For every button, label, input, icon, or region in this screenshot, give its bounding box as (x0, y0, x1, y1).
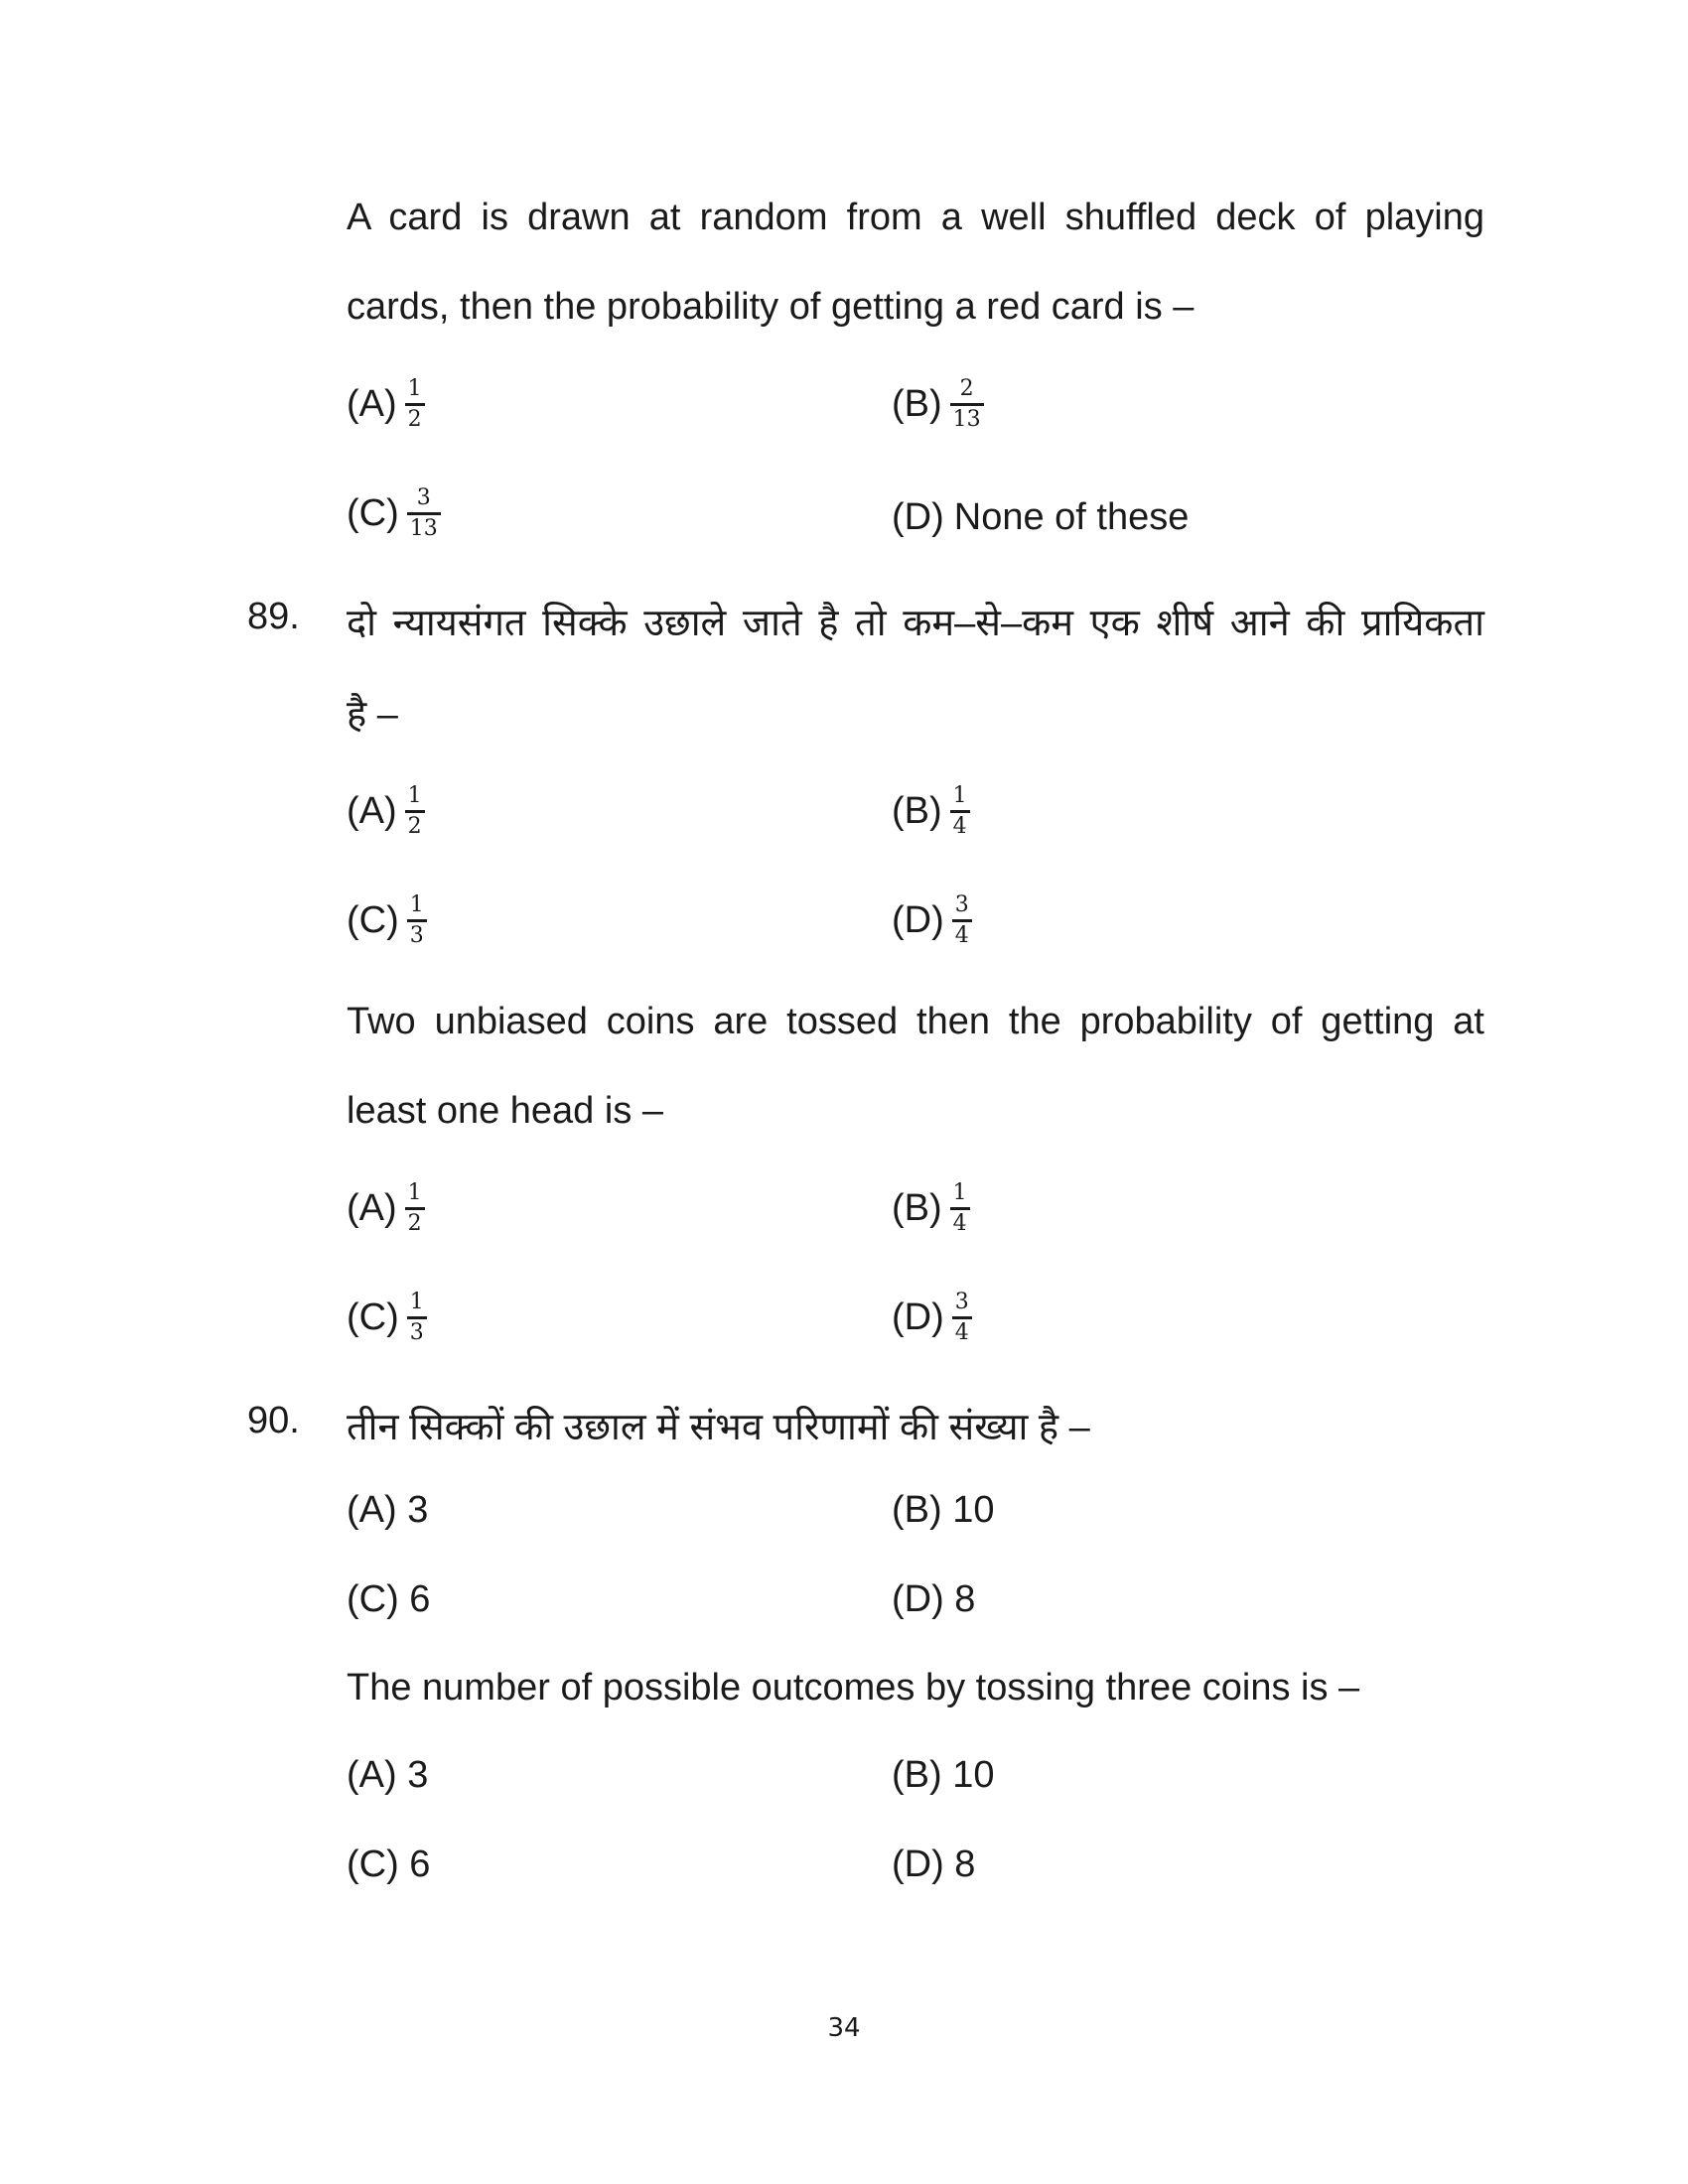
option-label: (D) (892, 1297, 944, 1338)
q90-hindi-option-c: (C) 6 (347, 1578, 431, 1620)
page-number: 34 (827, 2013, 861, 2043)
q89-number: 89. (247, 596, 300, 637)
fraction: $\frac{1}{3}$ (407, 893, 427, 948)
fraction: $\frac{3}{4}$ (952, 1291, 972, 1345)
q88-option-c (347, 486, 441, 541)
fraction: $\frac{1}{2}$ (405, 1181, 425, 1236)
option-label: (C) (347, 899, 399, 941)
fraction: $\frac{1}{2}$ (405, 784, 425, 839)
q89-hindi-option-d (892, 893, 972, 948)
fraction: $\frac{1}{2}$ (405, 377, 425, 432)
q89-english-line-1: Two unbiased coins are tossed then the probability of getting at (347, 1001, 1484, 1042)
option-label: (C) (347, 492, 399, 534)
q89-english-option-b (892, 1181, 970, 1236)
q89-english-option-c (347, 1291, 427, 1345)
q90-english-line-1: The number of possible outcomes by tossing three coins is – (347, 1667, 1360, 1708)
fraction: $\frac{3}{13}$ (407, 486, 441, 541)
q89-hindi-line-1: दो न्यायसंगत सिक्के उछाले जाते है तो कम–से–कम एक शीर्ष आने की प्रायिकता (347, 603, 1484, 644)
option-label: (A) (347, 383, 397, 425)
q89-english-option-a (347, 1181, 425, 1236)
option-label: (A) (347, 790, 397, 832)
q89-hindi-line-2: है – (347, 694, 398, 736)
q89-english-option-d (892, 1291, 972, 1345)
fraction: $\frac{1}{3}$ (407, 1291, 427, 1345)
option-label: (B) (892, 790, 942, 832)
q90-english-option-b: (B) 10 (892, 1754, 995, 1796)
q89-hindi-option-b (892, 784, 970, 839)
q88-option-a (347, 377, 425, 432)
option-label: (A) (347, 1187, 397, 1229)
q89-hindi-option-c (347, 893, 427, 948)
fraction: $\frac{1}{4}$ (950, 784, 970, 839)
fraction: $\frac{2}{13}$ (950, 377, 984, 432)
q89-hindi-option-a (347, 784, 425, 839)
option-label: (D) (892, 496, 944, 538)
option-label: (B) (892, 383, 942, 425)
option-label: (D) (892, 899, 944, 941)
q88-option-b (892, 377, 984, 432)
q88-option-d (892, 496, 1189, 539)
option-text: None of these (953, 496, 1190, 538)
q89-english-line-2: least one head is – (347, 1090, 664, 1132)
q88-english-line-1: A card is drawn at random from a well shuffled deck of playing (347, 197, 1484, 238)
q90-hindi-line-1: तीन सिक्कों की उछाल में संभव परिणामों की संख्या है – (347, 1407, 1090, 1448)
q88-english-line-2: cards, then the probability of getting a red card is – (347, 286, 1195, 328)
q90-number: 90. (247, 1400, 300, 1441)
fraction: $\frac{1}{4}$ (950, 1181, 970, 1236)
q90-english-option-d: (D) 8 (892, 1843, 976, 1885)
q90-english-option-a: (A) 3 (347, 1754, 429, 1796)
fraction: $\frac{3}{4}$ (952, 893, 972, 948)
option-label: (B) (892, 1187, 942, 1229)
option-label: (C) (347, 1297, 399, 1338)
q90-hindi-option-a: (A) 3 (347, 1489, 429, 1531)
q90-hindi-option-d: (D) 8 (892, 1578, 976, 1620)
q90-hindi-option-b: (B) 10 (892, 1489, 995, 1531)
q90-english-option-c: (C) 6 (347, 1843, 431, 1885)
